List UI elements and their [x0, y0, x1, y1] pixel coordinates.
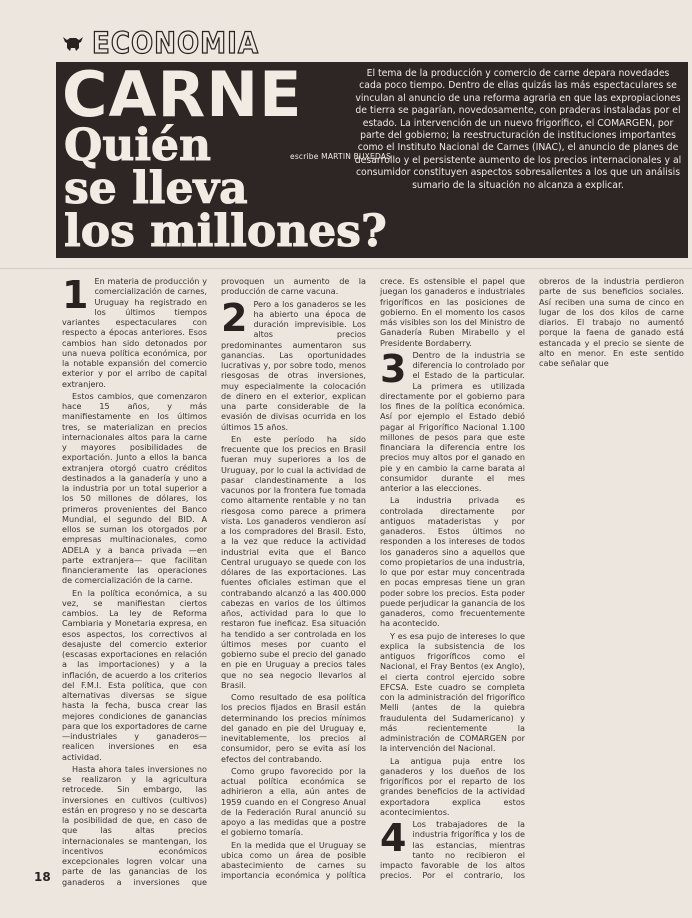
- body-paragraph: [221, 295, 366, 432]
- paragraph-text: En este período ha sido frecuente que los precios en Brasil fueran muy superiores a los de Uruguay, por lo cual la actividad de pasar clandestinamente a los vacunos por la frontera fue tomada como altamente rentable y no tan riesgosa como parece a primera vista. Los ganaderos vendieron así a los compradores del Brasil. Esto, a la vez que reduce la actividad industrial evita que el Banco Central uruguayo se quede con los dólares de las exportaciones. Las fuentes oficiales estiman que el contrabando alcanzó a las 400.000 cabezas en varios de los últimos años, actividad para lo que lo restaron fue ineficaz. Esa situación ha tendido a ser controlada en los últimos meses por cuanto el gobierno sube el precio del ganado en pie en Uruguay a precios tales que no sea negocio llevarlos al Brasil.: [221, 433, 366, 690]
- paragraph-text: La antigua puja entre los ganaderos y los dueños de los frigoríficos por el reparto de los grandes beneficios de la actividad exportadora explica estos acontecimientos.: [380, 755, 525, 817]
- body-paragraph: [221, 434, 366, 690]
- bull-icon: [60, 30, 86, 56]
- divider: [0, 268, 692, 269]
- body-paragraph: [221, 692, 366, 764]
- paragraph-text: Y es esa pujo de intereses lo que explica la subsistencia de los antiguos frigoríficos como el Nacional, el Fray Bentos (ex Anglo), el cierta control ejercido sobre EFCSA. Este cuadro se completa con la administración del frigorífico Melli (antes de la quiebra fraudulenta del Sudamericano) y más recientemente la administración de COMARGEN por la intervención del Nacional.: [380, 630, 525, 754]
- paragraph-text: Dentro de la industria se diferencia lo controlado por el Estado de la particular. La primera es utilizada directamente por el gobierno para los fines de la política económica. Así por ejemplo el Estado debió pagar al Frigorífico Nacional 1.100 millones de pesos para que este financiara la diferencia entre los precios muy altos por el ganado en pie y en cambio la carne barata al consumidor durante el mes anterior a las elecciones.: [380, 349, 525, 493]
- paragraph-text: En la política económica, a su vez, se manifiestan ciertos cambios. La ley de Reforma Cambiaria y Monetaria expresa, en esos aspectos, los correctivos al desajuste del comercio exterior (escasas exportaciones en relación a las importaciones) y a la inflación, de acuerdo a los criterios del F.M.I. Esta política, que con alternativas diversas se sigue hasta la fecha, busca crear las mejores condiciones de ganancias para que los exportadores de carne —industriales y ganaderos— realicen inversiones en esa actividad.: [62, 587, 207, 762]
- body-paragraph: [380, 346, 525, 494]
- paragraph-text: En la medida que el Uruguay se ubica como un área de posible abastecimiento de carnes su importancia económica y política crece. Es ostensible el papel que juegan los ganaderos e industriales frigoríficos en las posiciones de gobierno. En el momento los casos más visibles son los del Ministro de Ganadería Ruben Mirabello y el Presidente Bordaberry.: [221, 276, 525, 881]
- paragraph-text: En materia de producción y comercialización de carnes, Uruguay ha registrado en los últimos tiempos variantes espectaculares con respecto a épocas anteriores. Esos cambios han sido detonados por una nueva política económica, por la notable expansión del comercio exterior y por el arribo de capital extranjero.: [62, 276, 207, 389]
- body-paragraph: [62, 273, 207, 389]
- headline-line: los millones?: [64, 206, 387, 257]
- headline-line: se lleva: [64, 163, 248, 214]
- drop-cap: 2: [221, 295, 248, 340]
- body-paragraph: [380, 756, 525, 818]
- byline: escribe MARTIN BUXEDAS: [290, 152, 392, 161]
- headline-line: Quién: [64, 120, 212, 171]
- drop-cap: 4: [380, 816, 407, 860]
- body-paragraph: [221, 766, 366, 838]
- drop-cap: 1: [62, 273, 89, 317]
- article-body: [62, 273, 684, 888]
- paragraph-text: Hasta ahora tales inversiones no se realizaron y la agricultura retrocede. Sin embargo, las inversiones en cultivos (cultivos) están en progreso y no se descarta la posibilidad de que, en caso de que las altas precios internacionales se mantengan, los incentivos económicos excepcionales logren volcar una parte de las ganancias de los ganaderos a inversiones que provoquen un aumento de la producción de carne vacuna.: [62, 276, 366, 887]
- section-label: ECONOMIA: [92, 26, 260, 60]
- paragraph-text: Pero a los ganaderos se les ha abierto una época de duración imprevisible. Los altos precios predominantes aumentaron sus ganancias. Las oportunidades lucrativas y, por sobre todo, menos riesgosas de otras inversiones, muy especialmente la colocación de dinero en el exterior, explican una parte considerable de la evasión de divisas ocurrida en los últimos 15 años.: [221, 298, 366, 432]
- paragraph-text: La industria privada es controlada directamente por antiguos mataderistas y por ganaderos. Estos últimos no responden a los intereses de todos los ganaderos sino a aquellos que como propietarios de una industria, lo que por estar muy concentrada en pocas empresas tiene un gran poder sobre los precios. Esta poder puede perjudicar la ganancia de los ganaderos, como frecuentemente ha acontecido.: [380, 495, 525, 629]
- body-paragraph: [62, 391, 207, 586]
- page-number: 18: [34, 870, 51, 884]
- headline-banner: [56, 58, 688, 258]
- paragraph-text: Estos cambios, que comenzaron hace 15 años, y más manifiestamente en los últimos tres, se materializan en precios internacionales altos para la carne y mayores posibilidades de exportación. Junto a ellos la banca extranjera otorgó cuatro créditos destinados a la ganadería y uno a la industria por un total superior a los 50 millones de dólares, los primeros provenientes del Banco Mundial, el segundo del BID. A ellos se suman los otorgados por empresas multinacionales, como ADELA y a banca privada —en parte extranjera— que facilitan financieramente las operaciones de comercialización de la carne.: [62, 390, 207, 586]
- body-paragraph: [380, 495, 525, 628]
- body-paragraph: [380, 631, 525, 754]
- body-paragraph: [62, 588, 207, 762]
- paragraph-text: Los trabajadores de la industria frigorífica y los de las estancias, mientras tanto no recibieron el impacto favorable de los altos precios. Por el contrario, los obreros de la industria perdieron parte de sus beneficios sociales. Así reciben una suma de cinco en lugar de los dos kilos de carne diarios. El trabajo no aumentó porque la faena de ganado está estancada y el precio se siente de alto en menor. En este sentido cabe señalar que: [380, 276, 684, 881]
- drop-cap: 3: [380, 346, 407, 391]
- paragraph-text: Como grupo favorecido por la actual política económica se adhirieron a ella, aún antes de 1959 cuando en el Congreso Anual de la Federación Rural anunció su apoyo a las medidas que a postre el gobierno tomaría.: [221, 765, 366, 838]
- paragraph-text: Como resultado de esa política los precios fijados en Brasil están determinando los precios mínimos del ganado en pie del Uruguay e, inevitablemente, los precios al consumidor, pero se evita así los efectos del contrabando.: [221, 692, 366, 764]
- kicker-word: CARNE: [62, 58, 303, 131]
- intro-text: El tema de la producción y comercio de carne depara novedades cada poco tiempo. Dentro de ellas quizás las más espectaculares se vinculan al anuncio de una reforma agraria en que las expropiaciones de tierra se pagarían, novedosamente, con praderas instaladas por el estado. La intervención de un nuevo frigorífico, el COMARGEN, por parte del gobierno; la reestructuración de instituciones importantes como el Instituto Nacional de Carnes (INAC), el anuncio de planes de desarrollo y el persistente aumento de los precios internacionales y al consumidor constituyen aspectos sobresalientes a los que un análisis sumario de la situación no alcanza a explicar.: [354, 68, 682, 191]
- section-header: [60, 26, 259, 60]
